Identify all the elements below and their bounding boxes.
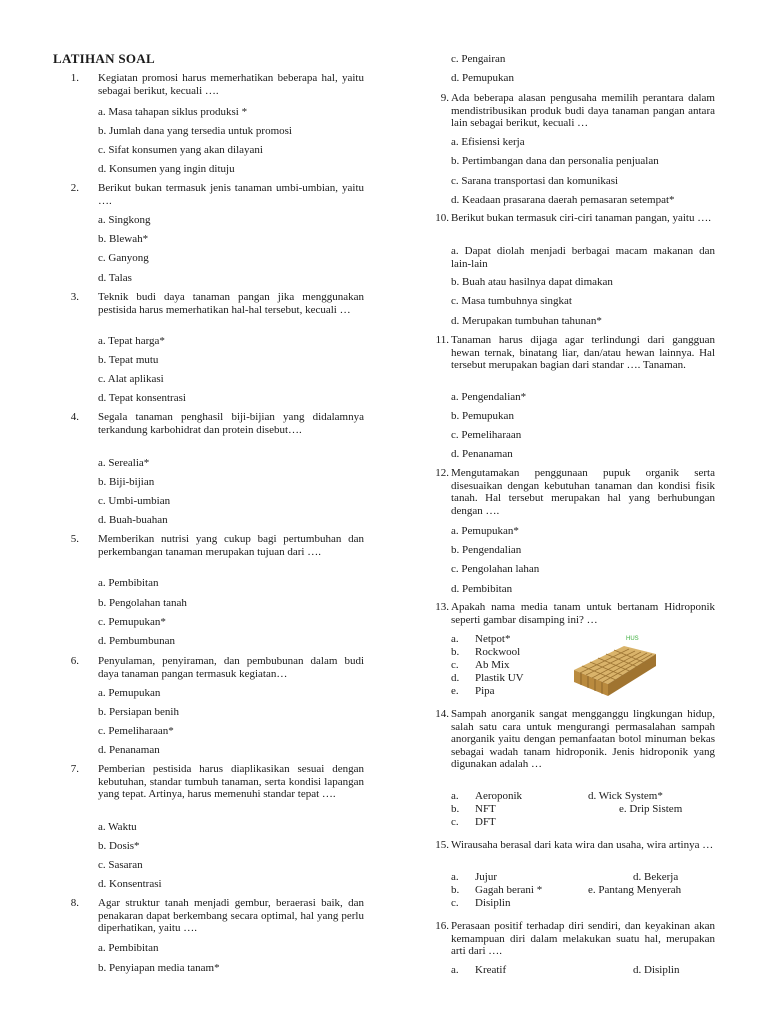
question-15 — [423, 839, 715, 852]
option: c. Sasaran — [98, 859, 143, 871]
question-16 — [423, 920, 715, 958]
option: c. Pemupukan* — [98, 616, 166, 628]
question-text: Perasaan positif terhadap diri sendiri, dan keyakinan akan kemampuan diri dalam melakukan suatu hal, merupakan arti dari …. — [451, 920, 715, 958]
question-text: Teknik budi daya tanaman pangan jika menggunakan pestisida harus memerhatikan hal-hal tersebut, kecuali … — [98, 291, 364, 316]
question-number: 6. — [70, 655, 79, 667]
option: d. Talas — [98, 272, 132, 284]
question-number: 9. — [440, 92, 449, 104]
option-letter: a. — [451, 964, 459, 976]
question-text: Berikut bukan termasuk ciri-ciri tanaman pangan, yaitu …. — [451, 212, 711, 224]
option: d. Pembibitan — [451, 583, 513, 595]
option: d. Keadaan prasarana daerah pemasaran setempat* — [451, 194, 675, 206]
option: d. Wick System* — [588, 790, 663, 802]
option: b. Pemupukan — [451, 410, 514, 422]
option-letter: c. — [451, 897, 459, 909]
option — [451, 633, 510, 646]
question-number: 8. — [70, 897, 79, 909]
option: d. Pembumbunan — [98, 635, 175, 647]
option — [451, 672, 524, 685]
option: a. Pemupukan — [98, 687, 161, 699]
option: b. Pengolahan tanah — [98, 597, 187, 609]
question-5 — [53, 533, 364, 558]
question-number: 10. — [435, 212, 449, 224]
option: a. Masa tahapan siklus produksi * — [98, 106, 248, 118]
option-letter: c. — [451, 659, 459, 671]
question-text: Agar struktur tanah menjadi gembur, beraerasi baik, dan penakaran dapat berkembang secara optimal, hal yang perlu diperhatikan, yaitu …. — [98, 897, 364, 935]
option — [451, 871, 497, 884]
question-number: 4. — [70, 411, 79, 423]
option: b. Buah atau hasilnya dapat dimakan — [451, 276, 613, 288]
option-text: NFT — [475, 803, 496, 815]
question-1 — [53, 72, 364, 97]
option — [451, 646, 520, 659]
option-text: DFT — [475, 816, 496, 828]
option: b. Persiapan benih — [98, 706, 179, 718]
question-13 — [423, 601, 715, 626]
option — [451, 964, 506, 977]
option: c. Pengolahan lahan — [451, 563, 540, 575]
option: d. Konsumen yang ingin dituju — [98, 163, 235, 175]
question-8 — [53, 897, 364, 935]
option: c. Umbi-umbian — [98, 495, 171, 507]
option: c. Ganyong — [98, 252, 149, 264]
option-letter: a. — [451, 871, 459, 883]
option: a. Pengendalian* — [451, 391, 527, 403]
question-text: Wirausaha berasal dari kata wira dan usaha, wira artinya … — [451, 839, 714, 851]
question-number: 2. — [70, 182, 79, 194]
option: c. Sarana transportasi dan komunikasi — [451, 175, 619, 187]
question-4 — [53, 411, 364, 436]
option: b. Blewah* — [98, 233, 149, 245]
question-text: Pemberian pestisida harus diaplikasikan sesuai dengan kebutuhan, standar tumbuh tanaman, serta kondisi lapangan yang tepat. Artinya, harus memenuhi standar tepat …. — [98, 763, 364, 801]
option-letter: a. — [451, 633, 459, 645]
option: e. Pantang Menyerah — [588, 884, 682, 896]
option: d. Konsentrasi — [98, 878, 162, 890]
option-letter: b. — [451, 884, 460, 896]
option: a. Tepat harga* — [98, 335, 165, 347]
question-number: 11. — [435, 334, 449, 346]
option: b. Tepat mutu — [98, 354, 159, 366]
rockwool-image — [572, 632, 658, 698]
question-9 — [423, 92, 715, 130]
option — [451, 884, 542, 897]
option: a. Waktu — [98, 821, 137, 833]
option-text: Pipa — [475, 685, 495, 697]
option: d. Penanaman — [451, 448, 513, 460]
option — [451, 897, 510, 910]
question-14 — [423, 708, 715, 771]
option-text: Netpot* — [475, 633, 511, 645]
option: b. Pertimbangan dana dan personalia penjualan — [451, 155, 659, 167]
question-number: 15. — [435, 839, 449, 851]
question-3 — [53, 291, 364, 316]
option-text: Jujur — [475, 871, 497, 883]
option: c. Pemeliharaan — [451, 429, 522, 441]
question-text: Tanaman harus dijaga agar terlindungi dari gangguan hewan ternak, binatang liar, dan/atau hewan lainnya. Hal tersebut merupakan bagian dari standar …. Tanaman. — [451, 334, 715, 372]
option: a. Pembibitan — [98, 577, 159, 589]
question-number: 16. — [435, 920, 449, 932]
option: d. Pemupukan — [451, 72, 514, 84]
option: d. Merupakan tumbuhan tahunan* — [451, 315, 602, 327]
question-2 — [53, 182, 364, 207]
option — [451, 659, 510, 672]
question-text: Penyulaman, penyiraman, dan pembubunan dalam budi daya tanaman pangan termasuk kegiatan… — [98, 655, 364, 680]
option: a. Serealia* — [98, 457, 150, 469]
question-text: Ada beberapa alasan pengusaha memilih perantara dalam mendistribusikan produk budi daya tanaman pangan antara lain sebagai berikut, kecuali … — [451, 92, 715, 130]
question-text: Kegiatan promosi harus memerhatikan beberapa hal, yaitu sebagai berikut, kecuali …. — [98, 72, 364, 97]
option: d. Tepat konsentrasi — [98, 392, 186, 404]
option-text: Aeroponik — [475, 790, 523, 802]
option: d. Penanaman — [98, 744, 160, 756]
option-letter: b. — [451, 646, 460, 658]
question-7 — [53, 763, 364, 801]
option: c. Alat aplikasi — [98, 373, 164, 385]
option: e. Drip Sistem — [619, 803, 683, 815]
option — [451, 685, 495, 698]
option: d. Disiplin — [633, 964, 680, 976]
question-10 — [423, 212, 715, 225]
question-number: 12. — [435, 467, 449, 479]
option-letter: d. — [451, 672, 460, 684]
question-text: Segala tanaman penghasil biji-bijian yang didalamnya terkandung karbohidrat dan protein disebut…. — [98, 411, 364, 436]
option: c. Sifat konsumen yang akan dilayani — [98, 144, 263, 156]
option: c. Masa tumbuhnya singkat — [451, 295, 572, 307]
image-label: HUS — [626, 636, 639, 642]
option-letter: b. — [451, 803, 460, 815]
question-number: 7. — [70, 763, 79, 775]
option: a. Singkong — [98, 214, 151, 226]
option-text: Disiplin — [475, 897, 511, 909]
option: d. Bekerja — [633, 871, 679, 883]
option-text: Ab Mix — [475, 659, 510, 671]
question-11 — [423, 334, 715, 372]
option: a. Pembibitan — [98, 942, 159, 954]
question-text: Berikut bukan termasuk jenis tanaman umbi-umbian, yaitu …. — [98, 182, 364, 207]
option-letter: e. — [451, 685, 459, 697]
option-text: Gagah berani * — [475, 884, 543, 896]
page-title: LATIHAN SOAL — [53, 51, 155, 66]
option: d. Buah-buahan — [98, 514, 168, 526]
option-text: Rockwool — [475, 646, 521, 658]
question-12 — [423, 467, 715, 517]
option: a. Efisiensi kerja — [451, 136, 525, 148]
option: b. Pengendalian — [451, 544, 522, 556]
option: a. Dapat diolah menjadi berbagai macam makanan dan lain-lain — [451, 245, 715, 270]
option: b. Dosis* — [98, 840, 140, 852]
question-number: 13. — [435, 601, 449, 613]
option-wrap — [423, 245, 715, 270]
option — [451, 790, 522, 803]
option-text: Plastik UV — [475, 672, 524, 684]
question-number: 1. — [70, 72, 79, 84]
question-text: Mengutamakan penggunaan pupuk organik serta disesuaikan dengan kebutuhan tanaman dan kondisi fisik tanah. Hal tersebut merupakan hal yang berhubungan dengan …. — [451, 467, 715, 517]
option-letter: a. — [451, 790, 459, 802]
option: b. Penyiapan media tanam* — [98, 962, 220, 974]
option: c. Pengairan — [451, 53, 506, 65]
question-text: Apakah nama media tanam untuk bertanam Hidroponik seperti gambar disamping ini? … — [451, 601, 715, 626]
option-letter: c. — [451, 816, 459, 828]
question-number: 14. — [435, 708, 449, 720]
option — [451, 816, 496, 829]
option — [451, 803, 496, 816]
question-text: Sampah anorganik sangat mengganggu lingkungan hidup, salah satu cara untuk mengurangi permasalahan sampah anorganik yaitu dengan pemanfaatan botol minuman bekas sebagai wadah tanam hidroponik. Jenis hidroponik yang digunakan adalah … — [451, 708, 715, 771]
option: c. Pemeliharaan* — [98, 725, 174, 737]
option: a. Pemupukan* — [451, 525, 519, 537]
question-6 — [53, 655, 364, 680]
question-text: Memberikan nutrisi yang cukup bagi pertumbuhan dan perkembangan tanaman merupakan tujuan dari …. — [98, 533, 364, 558]
option: b. Jumlah dana yang tersedia untuk promosi — [98, 125, 292, 137]
option-text: Kreatif — [475, 964, 507, 976]
question-number: 3. — [70, 291, 79, 303]
question-number: 5. — [70, 533, 79, 545]
option: b. Biji-bijian — [98, 476, 155, 488]
